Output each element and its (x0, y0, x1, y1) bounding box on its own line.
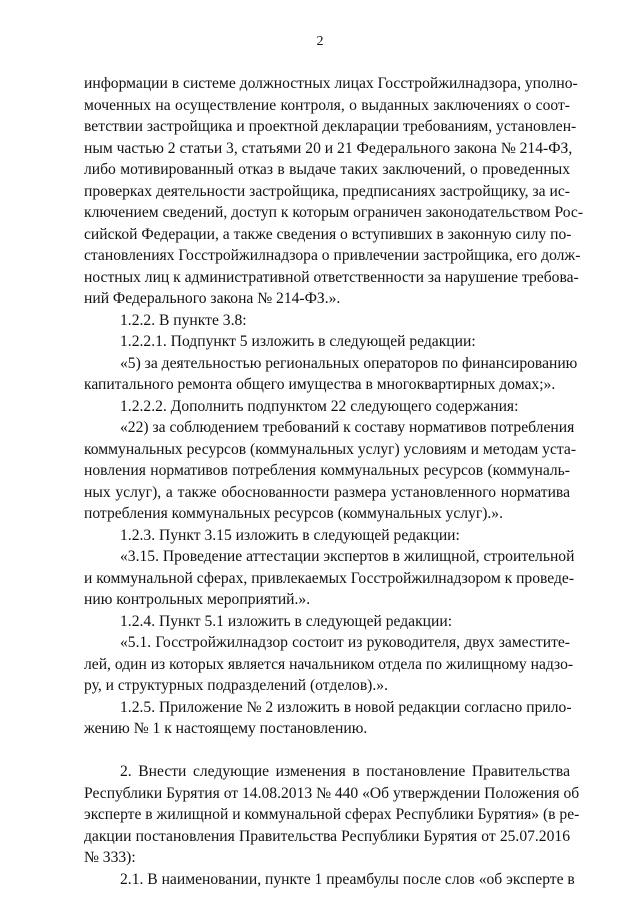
page-number: 2 (316, 34, 324, 49)
text-line: и коммунальной сферах, привлекаемых Госстройжилнадзором к проведе- (84, 569, 575, 587)
text-line: 1.2.5. Приложение № 2 изложить в новой редакции согласно прило- (120, 698, 572, 716)
text-line: либо мотивированный отказ в выдаче таких заключений, о проведенных (84, 161, 570, 178)
text-line: «5) за деятельностью региональных операторов по финансированию (120, 354, 578, 372)
text-line: нию контрольных мероприятий.». (84, 591, 311, 608)
text-line: становлениях Госстройжилнадзора о привлечении застройщика, его долж- (84, 247, 581, 264)
text-line: лей, один из которых является начальником отдела по жилищному надзо- (84, 655, 574, 673)
text-line: № 333): (84, 849, 136, 866)
text-line: 2. Внести следующие изменения в постановление Правительства (120, 763, 570, 780)
text-line: проверках деятельности застройщика, предписаниях застройщику, за ис- (84, 182, 570, 200)
text-line: капитального ремонта общего имущества в многоквартирных домах;». (84, 376, 556, 393)
text-line: новления нормативов потребления коммунальных ресурсов (коммуналь- (84, 462, 570, 479)
text-line: ру, и структурных подразделений (отделов).». (84, 677, 388, 694)
text-line: информации в системе должностных лицах Госстройжилнадзора, уполно- (84, 75, 578, 92)
text-line: эксперте в жилищной и коммунальной сферах Республики Бурятия» (в ре- (84, 806, 580, 823)
text-line: 2.1. В наименовании, пункте 1 преамбулы после слов «об эксперте в (120, 870, 575, 888)
text-line: «5.1. Госстройжилнадзор состоит из руководителя, двух заместите- (120, 634, 570, 651)
text-line: 1.2.4. Пункт 5.1 изложить в следующей редакции: (120, 612, 453, 630)
paragraph-gap (84, 740, 570, 762)
text-line: ключением сведений, доступ к которым ограничен законодательством Рос- (84, 204, 584, 221)
text-line: ний Федерального закона № 214-ФЗ.». (84, 290, 341, 307)
text-line: Республики Бурятия от 14.08.2013 № 440 «Об утверждении Положения об (84, 784, 580, 802)
text-line: ным частью 2 статьи 3, статьями 20 и 21 Федерального закона № 214-ФЗ, (84, 139, 573, 157)
text-line: 1.2.2.2. Дополнить подпунктом 22 следующего содержания: (120, 397, 519, 415)
text-line: ветствии застройщика и проектной декларации требованиям, установлен- (84, 118, 577, 135)
text-line: сийской Федерации, а также сведения о вступивших в законную силу по- (84, 225, 572, 243)
text-line: коммунальных ресурсов (коммунальных услуг) условиям и методам уста- (84, 440, 577, 458)
text-line: «3.15. Проведение аттестации экспертов в жилищной, строительной (120, 548, 575, 565)
text-line: 1.2.2.1. Подпункт 5 изложить в следующей редакции: (120, 333, 476, 350)
text-line: «22) за соблюдением требований к составу нормативов потребления (120, 419, 575, 436)
text-line: 1.2.2. В пункте 3.8: (120, 311, 247, 329)
text-line: 1.2.3. Пункт 3.15 изложить в следующей редакции: (120, 526, 460, 544)
text-line: жению № 1 к настоящему постановлению. (84, 720, 368, 737)
text-line: потребления коммунальных ресурсов (коммунальных услуг).». (84, 505, 503, 522)
text-line: моченных на осуществление контроля, о выданных заключениях о соот- (84, 96, 570, 114)
body-text (84, 73, 584, 890)
text-line: ных услуг), а также обоснованности размера установленного норматива (84, 483, 570, 501)
text-line: ностных лиц к административной ответственности за нарушение требова- (84, 268, 579, 286)
text-line: дакции постановления Правительства Республики Бурятия от 25.07.2016 (84, 827, 570, 845)
